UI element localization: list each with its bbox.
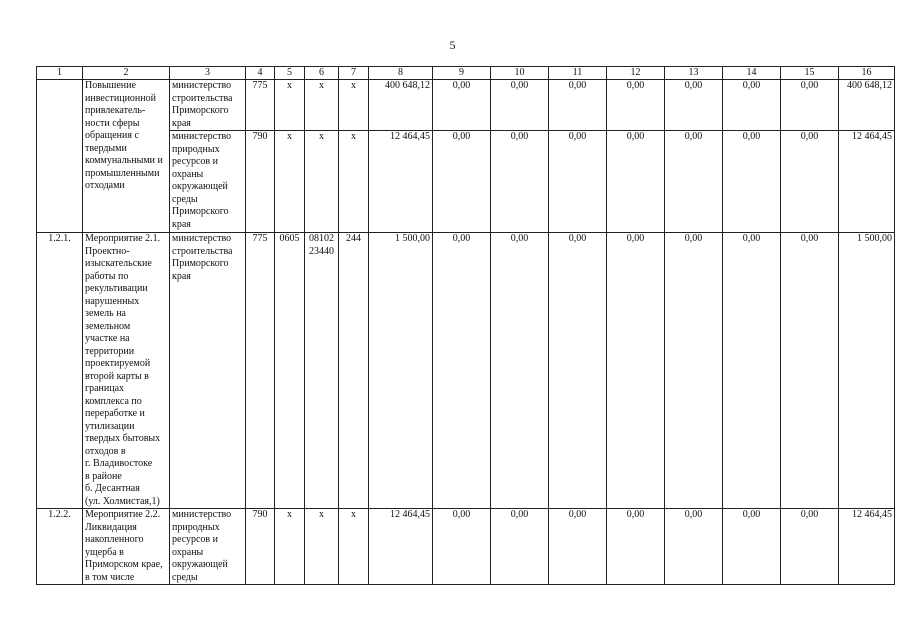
measure-name: Повышение инвестиционной привлекатель- ности сферы обращения с твердыми коммунальными и промышленными отходами (83, 80, 170, 233)
cell-vr: x (339, 509, 369, 585)
cell-rzpr: x (275, 131, 305, 233)
column-number-row (37, 67, 895, 80)
responsible-org: министерство природных ресурсов и охраны окружающей среды (170, 509, 246, 585)
column-header: 7 (339, 67, 369, 80)
column-header: 16 (839, 67, 895, 80)
cell-value: 0,00 (549, 509, 607, 585)
cell-grand-total: 1 500,00 (839, 233, 895, 509)
column-header: 10 (491, 67, 549, 80)
column-header: 2 (83, 67, 170, 80)
column-header: 5 (275, 67, 305, 80)
cell-value: 0,00 (549, 80, 607, 131)
table-row (37, 509, 895, 585)
cell-value: 0,00 (433, 80, 491, 131)
budget-table (36, 66, 895, 585)
cell-value: 0,00 (433, 131, 491, 233)
table-row (37, 80, 895, 131)
column-header: 12 (607, 67, 665, 80)
cell-grbs: 775 (246, 233, 275, 509)
measure-name: Мероприятие 2.1. Проектно- изыскательские работы по рекультивации нарушенных земель на земельном участке на территории проектируемой второй карты в границах комплекса по переработке и утилизации твердых бытовых отходов в г. Владивостоке в районе б. Десантная (ул. Холмистая,1) (83, 233, 170, 509)
cell-value: 0,00 (491, 233, 549, 509)
cell-value: 0,00 (607, 131, 665, 233)
cell-value: 0,00 (723, 509, 781, 585)
cell-total: 12 464,45 (369, 509, 433, 585)
cell-value: 0,00 (665, 131, 723, 233)
row-number (37, 80, 83, 233)
cell-value: 0,00 (723, 80, 781, 131)
column-header: 3 (170, 67, 246, 80)
cell-value: 0,00 (781, 80, 839, 131)
cell-value: 0,00 (549, 131, 607, 233)
cell-grbs: 775 (246, 80, 275, 131)
column-header: 8 (369, 67, 433, 80)
cell-value: 0,00 (781, 509, 839, 585)
cell-value: 0,00 (665, 233, 723, 509)
cell-value: 0,00 (665, 80, 723, 131)
cell-rzpr: x (275, 509, 305, 585)
cell-rzpr: x (275, 80, 305, 131)
cell-value: 0,00 (723, 233, 781, 509)
measure-name: Мероприятие 2.2. Ликвидация накопленного ущерба в Приморском крае, в том числе (83, 509, 170, 585)
cell-value: 0,00 (607, 233, 665, 509)
responsible-org: министерство строительства Приморского края (170, 80, 246, 131)
cell-csr: x (305, 80, 339, 131)
cell-total: 400 648,12 (369, 80, 433, 131)
cell-value: 0,00 (607, 509, 665, 585)
page-number: 5 (449, 38, 456, 52)
column-header: 9 (433, 67, 491, 80)
cell-vr: x (339, 80, 369, 131)
cell-rzpr: 0605 (275, 233, 305, 509)
cell-vr: 244 (339, 233, 369, 509)
cell-value: 0,00 (491, 131, 549, 233)
cell-grand-total: 12 464,45 (839, 131, 895, 233)
cell-vr: x (339, 131, 369, 233)
table-row (37, 233, 895, 509)
cell-csr: x (305, 131, 339, 233)
cell-total: 1 500,00 (369, 233, 433, 509)
cell-grbs: 790 (246, 509, 275, 585)
responsible-org: министерство природных ресурсов и охраны окружающей среды Приморского края (170, 131, 246, 233)
column-header: 1 (37, 67, 83, 80)
row-number: 1.2.2. (37, 509, 83, 585)
cell-value: 0,00 (607, 80, 665, 131)
cell-value: 0,00 (433, 233, 491, 509)
cell-csr: x (305, 509, 339, 585)
cell-value: 0,00 (723, 131, 781, 233)
cell-value: 0,00 (491, 80, 549, 131)
column-header: 4 (246, 67, 275, 80)
cell-value: 0,00 (781, 131, 839, 233)
column-header: 14 (723, 67, 781, 80)
cell-grand-total: 400 648,12 (839, 80, 895, 131)
responsible-org: министерство строительства Приморского края (170, 233, 246, 509)
cell-total: 12 464,45 (369, 131, 433, 233)
cell-value: 0,00 (491, 509, 549, 585)
cell-csr: 08102 23440 (305, 233, 339, 509)
cell-grand-total: 12 464,45 (839, 509, 895, 585)
cell-value: 0,00 (549, 233, 607, 509)
column-header: 13 (665, 67, 723, 80)
row-number: 1.2.1. (37, 233, 83, 509)
cell-value: 0,00 (781, 233, 839, 509)
column-header: 11 (549, 67, 607, 80)
column-header: 15 (781, 67, 839, 80)
cell-grbs: 790 (246, 131, 275, 233)
cell-value: 0,00 (433, 509, 491, 585)
column-header: 6 (305, 67, 339, 80)
cell-value: 0,00 (665, 509, 723, 585)
